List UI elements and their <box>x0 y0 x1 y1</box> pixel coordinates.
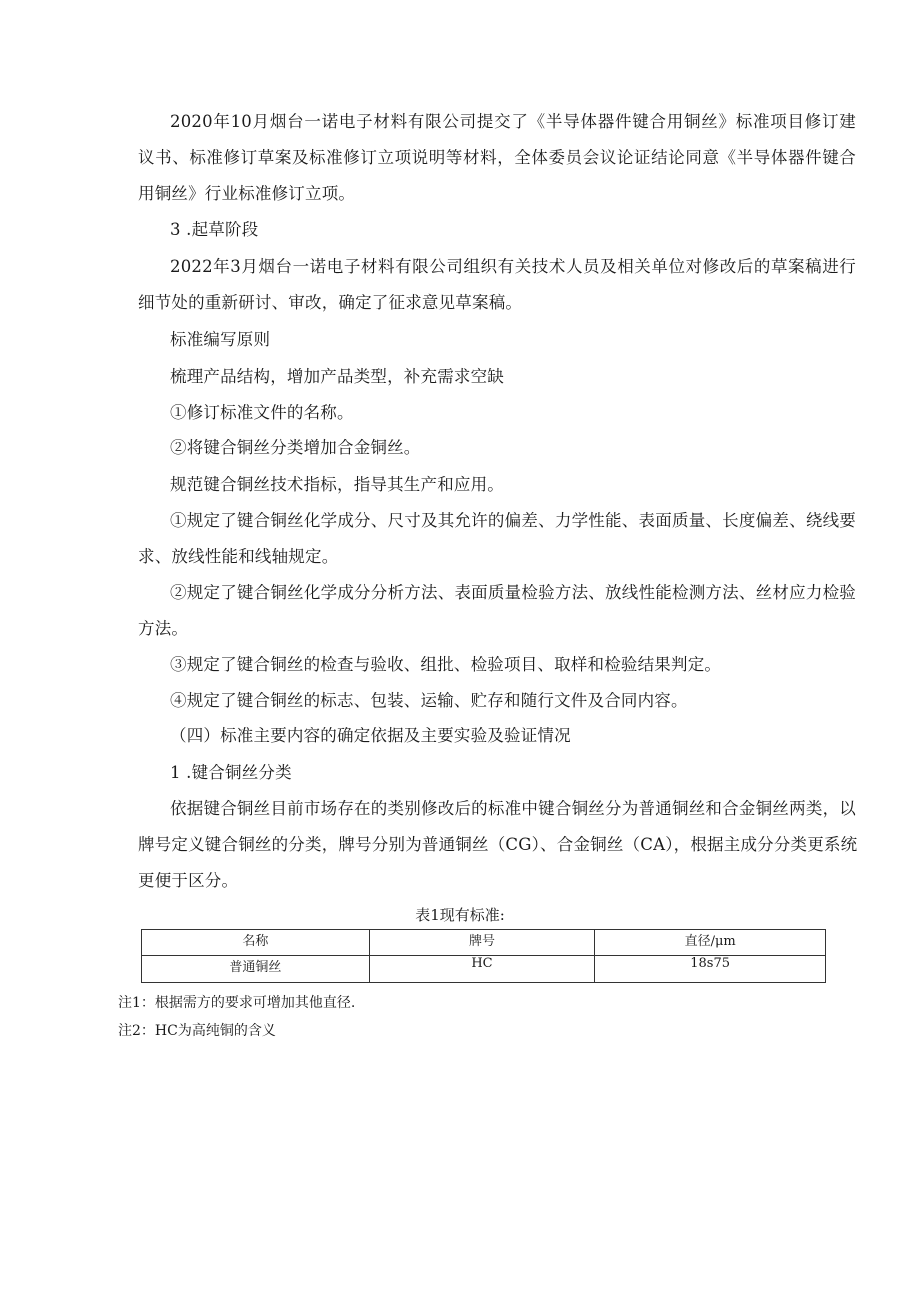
table-caption: 表1现有标准: <box>415 906 505 924</box>
list-item: ①规定了键合铜丝化学成分、尺寸及其允许的偏差、力学性能、表面质量、长度偏差、绕线要 <box>170 511 856 530</box>
table-note: 注2：HC为高纯铜的含义 <box>118 1023 276 1039</box>
table-cell: HC <box>369 956 595 983</box>
paragraph-line: 更便于区分。 <box>138 871 239 890</box>
column-header: 牌号 <box>369 930 595 956</box>
paragraph-line: 牌号定义键合铜丝的分类，牌号分别为普通铜丝（CG）、合金铜丝（CA），根据主成分分类更系统 <box>138 835 858 854</box>
table-cell: 18s75 <box>595 956 826 983</box>
list-item: ③规定了键合铜丝的检查与验收、组批、检验项目、取样和检验结果判定。 <box>170 655 722 674</box>
list-item: ①修订标准文件的名称。 <box>170 403 354 422</box>
list-item-continuation: 方法。 <box>138 619 189 638</box>
subheading: 标准编写原则 <box>170 330 271 349</box>
list-item: ②规定了键合铜丝化学成分分析方法、表面质量检验方法、放线性能检测方法、丝材应力检验 <box>170 583 856 602</box>
paragraph-line: 规范键合铜丝技术指标，指导其生产和应用。 <box>170 475 504 494</box>
section-heading: 3 .起草阶段 <box>170 220 259 239</box>
list-item: ②将键合铜丝分类增加合金铜丝。 <box>170 438 421 457</box>
table-header-row <box>142 930 826 956</box>
standards-table <box>141 929 826 983</box>
column-header: 名称 <box>142 930 370 956</box>
column-header: 直径/μm <box>595 930 826 956</box>
table-note: 注1：根据需方的要求可增加其他直径. <box>118 995 356 1011</box>
paragraph-line: 议书、标准修订草案及标准修订立项说明等材料，全体委员会议论证结论同意《半导体器件键合 <box>138 148 856 167</box>
paragraph-line: 用铜丝》行业标准修订立项。 <box>138 184 356 203</box>
list-item: ④规定了键合铜丝的标志、包装、运输、贮存和随行文件及合同内容。 <box>170 691 688 710</box>
section-heading: 1 .键合铜丝分类 <box>170 763 292 782</box>
paragraph-line: 依据键合铜丝目前市场存在的类别修改后的标准中键合铜丝分为普通铜丝和合金铜丝两类，以 <box>170 799 856 818</box>
table-row <box>142 956 826 983</box>
paragraph-line: 梳理产品结构，增加产品类型，补充需求空缺 <box>170 367 504 386</box>
section-heading: （四）标准主要内容的确定依据及主要实验及验证情况 <box>170 726 571 745</box>
paragraph-line: 细节处的重新研讨、审改，确定了征求意见草案稿。 <box>138 293 523 312</box>
table-cell: 普通铜丝 <box>142 956 370 983</box>
paragraph-line: 2022年3月烟台一诺电子材料有限公司组织有关技术人员及相关单位对修改后的草案稿进行 <box>170 257 856 276</box>
paragraph-line: 2020年10月烟台一诺电子材料有限公司提交了《半导体器件键合用铜丝》标准项目修订建 <box>170 112 856 131</box>
list-item-continuation: 求、放线性能和线轴规定。 <box>138 547 339 566</box>
